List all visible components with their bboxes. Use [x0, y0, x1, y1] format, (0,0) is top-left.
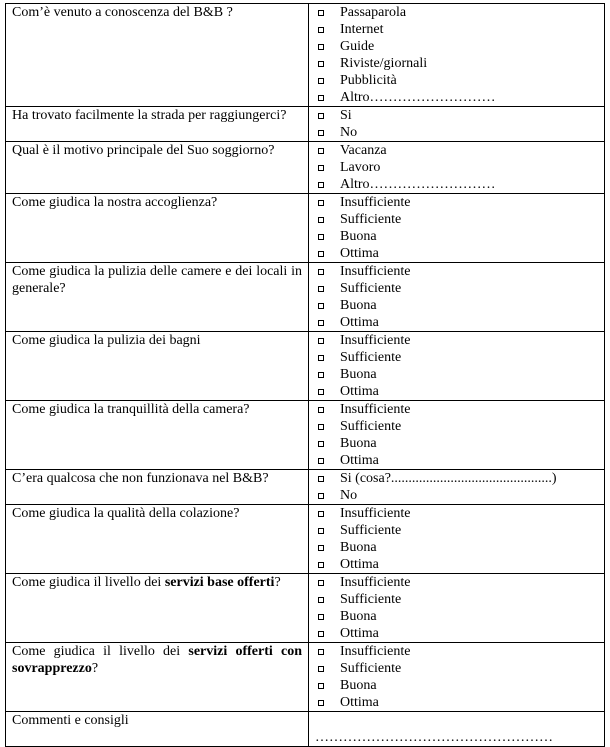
answer-option-label: Insufficiente — [340, 195, 411, 210]
answer-option[interactable] — [309, 332, 600, 349]
answer-option-label: Insufficiente — [340, 402, 411, 417]
checkbox-icon[interactable] — [318, 200, 324, 206]
question-text-part: Come giudica la tranquillità della camera? — [12, 402, 250, 417]
answer-option[interactable] — [309, 55, 600, 72]
answer-option-label: Altro……………………… — [340, 90, 496, 105]
answer-option-label: Buona — [340, 229, 377, 244]
answer-option-label: Insufficiente — [340, 333, 411, 348]
answer-option[interactable] — [309, 228, 600, 245]
answer-option-label: Ottima — [340, 246, 379, 261]
question-text-part: ? — [91, 661, 99, 676]
question-row — [6, 401, 605, 470]
answer-option-label: Buona — [340, 436, 377, 451]
answer-option-label: Guide — [340, 39, 375, 54]
answer-option[interactable] — [309, 176, 600, 193]
answer-option-label: No — [340, 125, 358, 140]
answer-option[interactable] — [309, 107, 600, 124]
checkbox-icon[interactable] — [318, 666, 324, 672]
answer-option-label: Sufficiente — [340, 350, 402, 365]
question-text-part: Come giudica il livello dei — [12, 575, 165, 590]
answer-option[interactable] — [309, 556, 600, 573]
answer-options — [309, 194, 605, 263]
answer-option-label: Si — [340, 108, 352, 123]
question-text-emphasis: servizi offerti con sovrapprezzo — [12, 644, 302, 676]
answer-option[interactable] — [309, 142, 600, 159]
question-text — [6, 505, 309, 574]
answer-option-label: Ottima — [340, 695, 379, 710]
answer-option[interactable] — [309, 38, 600, 55]
question-text — [6, 263, 309, 332]
answer-option[interactable] — [309, 418, 600, 435]
answer-option[interactable] — [309, 245, 600, 262]
answer-option-label: Sufficiente — [340, 212, 402, 227]
answer-options — [309, 332, 605, 401]
checkbox-icon[interactable] — [318, 27, 324, 33]
question-text-part: Come giudica la nostra accoglienza? — [12, 195, 218, 210]
answer-options — [309, 401, 605, 470]
answer-option-label: Ottima — [340, 384, 379, 399]
answer-option[interactable] — [309, 297, 600, 314]
question-row — [6, 332, 605, 401]
checkbox-icon[interactable] — [318, 614, 324, 620]
answer-option[interactable] — [309, 159, 600, 176]
answer-option-label: Insufficiente — [340, 506, 411, 521]
answer-option[interactable] — [309, 539, 600, 556]
answer-option-label: Internet — [340, 22, 384, 37]
questionnaire-table — [5, 3, 605, 747]
checkbox-icon[interactable] — [318, 95, 324, 101]
answer-option[interactable] — [309, 470, 600, 487]
checkbox-icon[interactable] — [318, 78, 324, 84]
answer-option[interactable] — [309, 591, 600, 608]
checkbox-icon[interactable] — [318, 165, 324, 171]
checkbox-icon[interactable] — [318, 355, 324, 361]
answer-option-label: Sufficiente — [340, 281, 402, 296]
answer-option-label: Lavoro — [340, 160, 381, 175]
checkbox-icon[interactable] — [318, 113, 324, 119]
comments-section — [6, 712, 605, 747]
question-text — [6, 401, 309, 470]
question-row — [6, 142, 605, 194]
question-text-part: Come giudica la qualità della colazione? — [12, 506, 240, 521]
checkbox-icon[interactable] — [318, 580, 324, 586]
question-row — [6, 263, 605, 332]
checkbox-icon[interactable] — [318, 562, 324, 568]
answer-options — [309, 574, 605, 643]
answer-option-label: Ottima — [340, 315, 379, 330]
answer-option[interactable] — [309, 435, 600, 452]
checkbox-icon[interactable] — [318, 700, 324, 706]
answer-option-label: Si (cosa?..............................................) — [340, 471, 557, 486]
answer-option[interactable] — [309, 574, 600, 591]
answer-option-label: Sufficiente — [340, 592, 402, 607]
question-text — [6, 4, 309, 107]
answer-option-label: No — [340, 488, 358, 503]
checkbox-icon[interactable] — [318, 476, 324, 482]
checkbox-icon[interactable] — [318, 251, 324, 257]
answer-options — [309, 470, 605, 505]
answer-option[interactable] — [309, 263, 600, 280]
question-row — [6, 194, 605, 263]
checkbox-icon[interactable] — [318, 649, 324, 655]
answer-options — [309, 505, 605, 574]
answer-option[interactable] — [309, 211, 600, 228]
question-row — [6, 4, 605, 107]
answer-option-label: Sufficiente — [340, 419, 402, 434]
question-text — [6, 470, 309, 505]
answer-option[interactable] — [309, 4, 600, 21]
comments-label: Commenti e consigli — [6, 712, 309, 747]
comments-answer-area[interactable] — [309, 712, 605, 747]
answer-option[interactable] — [309, 660, 600, 677]
checkbox-icon[interactable] — [318, 528, 324, 534]
question-text-part: Come giudica la pulizia delle camere e dei locali in generale? — [12, 264, 302, 296]
question-text — [6, 194, 309, 263]
checkbox-icon[interactable] — [318, 424, 324, 430]
checkbox-icon[interactable] — [318, 389, 324, 395]
answer-option[interactable] — [309, 314, 600, 331]
answer-option-label: Sufficiente — [340, 661, 402, 676]
answer-option-label: Passaparola — [340, 5, 407, 20]
question-text — [6, 107, 309, 142]
question-text-part: ? — [274, 575, 281, 590]
question-row — [6, 643, 605, 712]
answer-option-label: Vacanza — [340, 143, 387, 158]
answer-option-label: Insufficiente — [340, 575, 411, 590]
question-text-emphasis: servizi base offerti — [164, 575, 275, 590]
checkbox-icon[interactable] — [318, 217, 324, 223]
answer-option-label: Pubblicità — [340, 73, 397, 88]
answer-option[interactable] — [309, 487, 600, 504]
answer-options — [309, 107, 605, 142]
checkbox-icon[interactable] — [318, 372, 324, 378]
answer-option[interactable] — [309, 694, 600, 711]
answer-option[interactable] — [309, 349, 600, 366]
answer-option[interactable] — [309, 608, 600, 625]
answer-option-label: Buona — [340, 367, 377, 382]
question-text — [6, 142, 309, 194]
answer-option[interactable] — [309, 401, 600, 418]
checkbox-icon[interactable] — [318, 545, 324, 551]
answer-options — [309, 4, 605, 107]
answer-option[interactable] — [309, 72, 600, 89]
answer-option-label: Ottima — [340, 557, 379, 572]
checkbox-icon[interactable] — [318, 338, 324, 344]
answer-option[interactable] — [309, 522, 600, 539]
answer-option[interactable] — [309, 643, 600, 660]
comments-line: …………………………………………… — [315, 730, 553, 745]
answer-options — [309, 643, 605, 712]
question-text — [6, 643, 309, 712]
checkbox-icon[interactable] — [318, 683, 324, 689]
answer-option[interactable] — [309, 21, 600, 38]
answer-option-label: Ottima — [340, 453, 379, 468]
questionnaire-body — [6, 4, 605, 712]
question-row — [6, 574, 605, 643]
answer-option[interactable] — [309, 677, 600, 694]
checkbox-icon[interactable] — [318, 130, 324, 136]
answer-option[interactable] — [309, 625, 600, 642]
checkbox-icon[interactable] — [318, 148, 324, 154]
answer-option[interactable] — [309, 366, 600, 383]
answer-option[interactable] — [309, 124, 600, 141]
answer-option-label: Insufficiente — [340, 264, 411, 279]
question-row — [6, 107, 605, 142]
checkbox-icon[interactable] — [318, 303, 324, 309]
checkbox-icon[interactable] — [318, 61, 324, 67]
checkbox-icon[interactable] — [318, 407, 324, 413]
answer-option[interactable] — [309, 505, 600, 522]
answer-options — [309, 142, 605, 194]
answer-option[interactable] — [309, 89, 600, 106]
checkbox-icon[interactable] — [318, 182, 324, 188]
checkbox-icon[interactable] — [318, 493, 324, 499]
question-text-part: Come giudica il livello dei — [12, 644, 189, 659]
checkbox-icon[interactable] — [318, 458, 324, 464]
answer-option-label: Buona — [340, 298, 377, 313]
checkbox-icon[interactable] — [318, 441, 324, 447]
answer-option[interactable] — [309, 452, 600, 469]
answer-option-label: Ottima — [340, 626, 379, 641]
checkbox-icon[interactable] — [318, 286, 324, 292]
answer-option[interactable] — [309, 194, 600, 211]
checkbox-icon[interactable] — [318, 597, 324, 603]
answer-option[interactable] — [309, 383, 600, 400]
answer-option-label: Buona — [340, 678, 377, 693]
question-text-part: C’era qualcosa che non funzionava nel B&B? — [12, 471, 269, 486]
question-row — [6, 470, 605, 505]
checkbox-icon[interactable] — [318, 320, 324, 326]
comments-row — [6, 712, 605, 747]
checkbox-icon[interactable] — [318, 631, 324, 637]
answer-option-label: Riviste/giornali — [340, 56, 428, 71]
question-text-part: Qual è il motivo principale del Suo soggiorno? — [12, 143, 275, 158]
question-text-part: Com’è venuto a conoscenza del B&B ? — [12, 5, 233, 20]
answer-option-label: Insufficiente — [340, 644, 411, 659]
question-text — [6, 574, 309, 643]
answer-option-label: Buona — [340, 609, 377, 624]
checkbox-icon[interactable] — [318, 269, 324, 275]
checkbox-icon[interactable] — [318, 511, 324, 517]
question-row — [6, 505, 605, 574]
checkbox-icon[interactable] — [318, 234, 324, 240]
answer-option-label: Altro……………………… — [340, 177, 496, 192]
question-text-part: Ha trovato facilmente la strada per raggiungerci? — [12, 108, 287, 123]
answer-option-label: Sufficiente — [340, 523, 402, 538]
question-text-part: Come giudica la pulizia dei bagni — [12, 333, 201, 348]
checkbox-icon[interactable] — [318, 44, 324, 50]
answer-option[interactable] — [309, 280, 600, 297]
checkbox-icon[interactable] — [318, 10, 324, 16]
question-text — [6, 332, 309, 401]
answer-option-label: Buona — [340, 540, 377, 555]
answer-options — [309, 263, 605, 332]
